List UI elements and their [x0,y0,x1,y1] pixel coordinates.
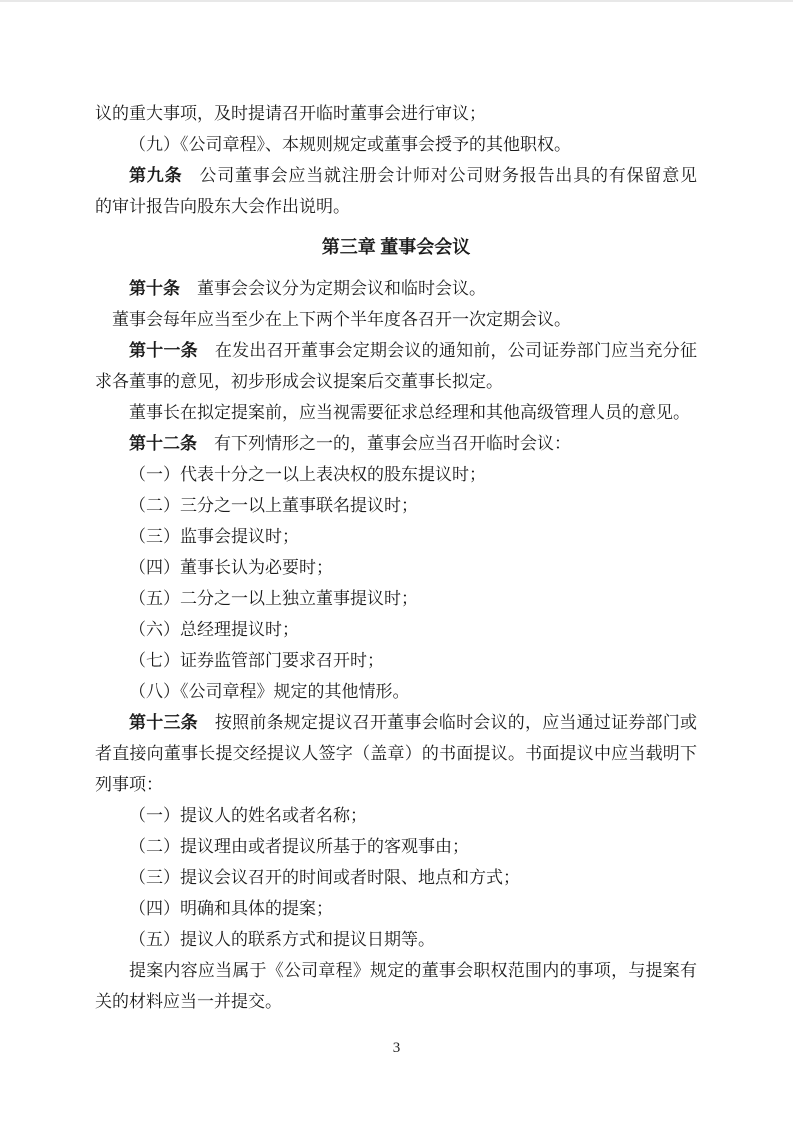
paragraph [95,160,697,222]
paragraph [95,521,697,552]
paragraph [95,645,697,676]
paragraph-line: （四）董事长认为必要时； [129,558,333,577]
paragraph-line: 提案内容应当属于《公司章程》规定的董事会职权范围内的事项，与提案有 [129,961,697,980]
article-text: 公司董事会应当就注册会计师对公司财务报告出具的有保留意见 [199,166,698,185]
paragraph [95,304,697,335]
paragraph [95,490,697,521]
paragraph-line: （五）二分之一以上独立董事提议时； [129,589,418,608]
paragraph-line: （九）《公司章程》、本规则规定或董事会授予的其他职权。 [129,135,571,154]
paragraph [95,428,697,459]
paragraph-line: 者直接向董事长提交经提议人签字（盖章）的书面提议。书面提议中应当载明下 [95,744,697,763]
article-text: 有下列情形之一的，董事会应当召开临时会议： [214,434,571,453]
article-text: 在发出召开董事会定期会议的通知前，公司证券部门应当充分征 [214,341,698,360]
paragraph [95,129,697,160]
article-number: 第十二条 [129,434,197,453]
paragraph [95,955,697,1017]
paragraph-line [95,335,697,366]
paragraph [95,552,697,583]
paragraph-line [95,707,697,738]
paragraph-line: （一）提议人的姓名或者名称； [129,806,367,825]
paragraph-line [95,160,697,191]
paragraph [95,98,697,129]
paragraph-line: （二）三分之一以上董事联名提议时； [129,496,418,515]
paragraph-line: 的审计报告向股东大会作出说明。 [95,197,350,216]
paragraph-line: （三）监事会提议时； [129,527,299,546]
paragraph-line: （七）证券监管部门要求召开时； [129,651,384,670]
paragraph [95,893,697,924]
paragraph [95,583,697,614]
document-body [0,2,793,1017]
paragraph [95,459,697,490]
paragraph-line: （一）代表十分之一以上表决权的股东提议时； [129,465,486,484]
page-number: 3 [392,1040,401,1056]
paragraph-line: 议的重大事项，及时提请召开临时董事会进行审议； [95,104,486,123]
paragraph [95,335,697,397]
paragraph-line: 董事会每年应当至少在上下两个半年度各召开一次定期会议。 [112,310,571,329]
paragraph-line: 关的材料应当一并提交。 [95,992,282,1011]
paragraph-line: （六）总经理提议时； [129,620,299,639]
article-text: 按照前条规定提议召开董事会临时会议的，应当通过证券部门或 [214,713,698,732]
article-number: 第九条 [129,166,183,185]
paragraph [95,800,697,831]
paragraph-line: （二）提议理由或者提议所基于的客观事由； [129,837,469,856]
paragraph-line [95,273,697,304]
article-number: 第十一条 [129,341,198,360]
paragraph [95,707,697,800]
paragraph-line: 求各董事的意见，初步形成会议提案后交董事长拟定。 [95,372,503,391]
chapter-heading: 第三章 董事会会议 [321,237,471,257]
paragraph-line: 列事项： [95,775,163,794]
paragraph [95,614,697,645]
paragraph [95,397,697,428]
paragraph-line: 董事长在拟定提案前，应当视需要征求总经理和其他高级管理人员的意见。 [129,403,690,422]
paragraph [95,862,697,893]
paragraph-line: （三）提议会议召开的时间或者时限、地点和方式； [129,868,520,887]
paragraph-line: （四）明确和具体的提案； [129,899,333,918]
paragraph [95,924,697,955]
article-number: 第十条 [129,279,180,298]
paragraph [95,676,697,707]
paragraph-line: （五）提议人的联系方式和提议日期等。 [129,930,435,949]
article-number: 第十三条 [129,713,198,732]
paragraph [95,831,697,862]
paragraph-line [95,428,697,459]
article-text: 董事会会议分为定期会议和临时会议。 [197,279,486,298]
paragraph-line: （八）《公司章程》规定的其他情形。 [129,682,410,701]
paragraph [95,273,697,304]
